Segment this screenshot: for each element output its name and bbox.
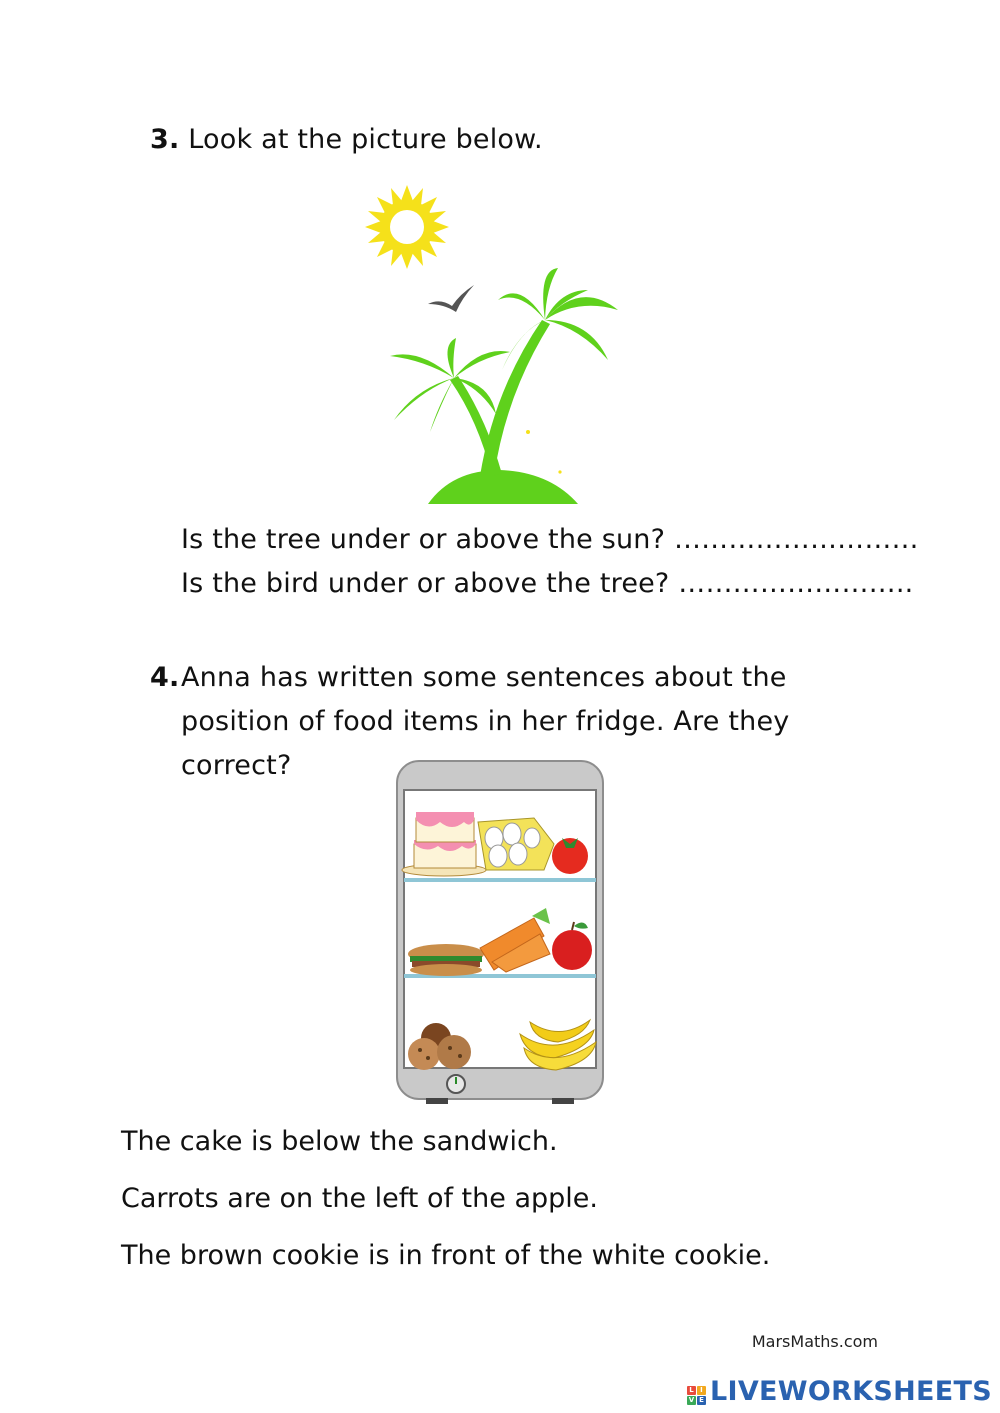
answer-blank-2[interactable]: ……………………..: [678, 568, 914, 599]
island-shape: [428, 470, 578, 504]
question-4-prompt-line-1: Anna has written some sentences about the: [181, 662, 787, 693]
palm-trunk-right: [480, 320, 550, 476]
question-3-prompt: Look at the picture below.: [188, 124, 543, 155]
statement-1: The cake is below the sandwich.: [121, 1126, 558, 1157]
question-3-line-2-text: Is the bird under or above the tree?: [181, 568, 670, 599]
question-3-line-2: [181, 562, 913, 606]
statement-3: The brown cookie is in front of the white cookie.: [121, 1240, 771, 1271]
question-3-line-1-text: Is the tree under or above the sun?: [181, 524, 666, 555]
sun-tree-bird-illustration: [360, 170, 630, 510]
liveworksheets-logo-icon: L I V E: [687, 1386, 706, 1405]
tomato-icon: [552, 838, 588, 874]
sandwich-icon: [408, 944, 484, 976]
question-3-line-1: [181, 518, 919, 562]
question-4-number: 4.: [150, 662, 180, 693]
footer-credit: MarsMaths.com: [751, 1332, 878, 1351]
palm-fronds-left: [390, 338, 510, 432]
question-4-prompt-line-2: position of food items in her fridge. Are they: [181, 706, 790, 737]
bird-icon: [428, 285, 474, 312]
question-3-number: 3.: [150, 124, 180, 155]
palm-fronds-right: [498, 268, 618, 370]
question-4-prompt-line-3: correct?: [181, 750, 292, 781]
answer-blank-1[interactable]: ………………………: [673, 524, 919, 555]
fridge-illustration: [394, 758, 606, 1106]
sun-icon: [365, 185, 449, 269]
question-3-heading: [150, 118, 543, 162]
liveworksheets-brand-text: LIVEWORKSHEETS: [709, 1376, 992, 1407]
liveworksheets-logo[interactable]: [687, 1376, 992, 1407]
statement-2: Carrots are on the left of the apple.: [121, 1183, 598, 1214]
